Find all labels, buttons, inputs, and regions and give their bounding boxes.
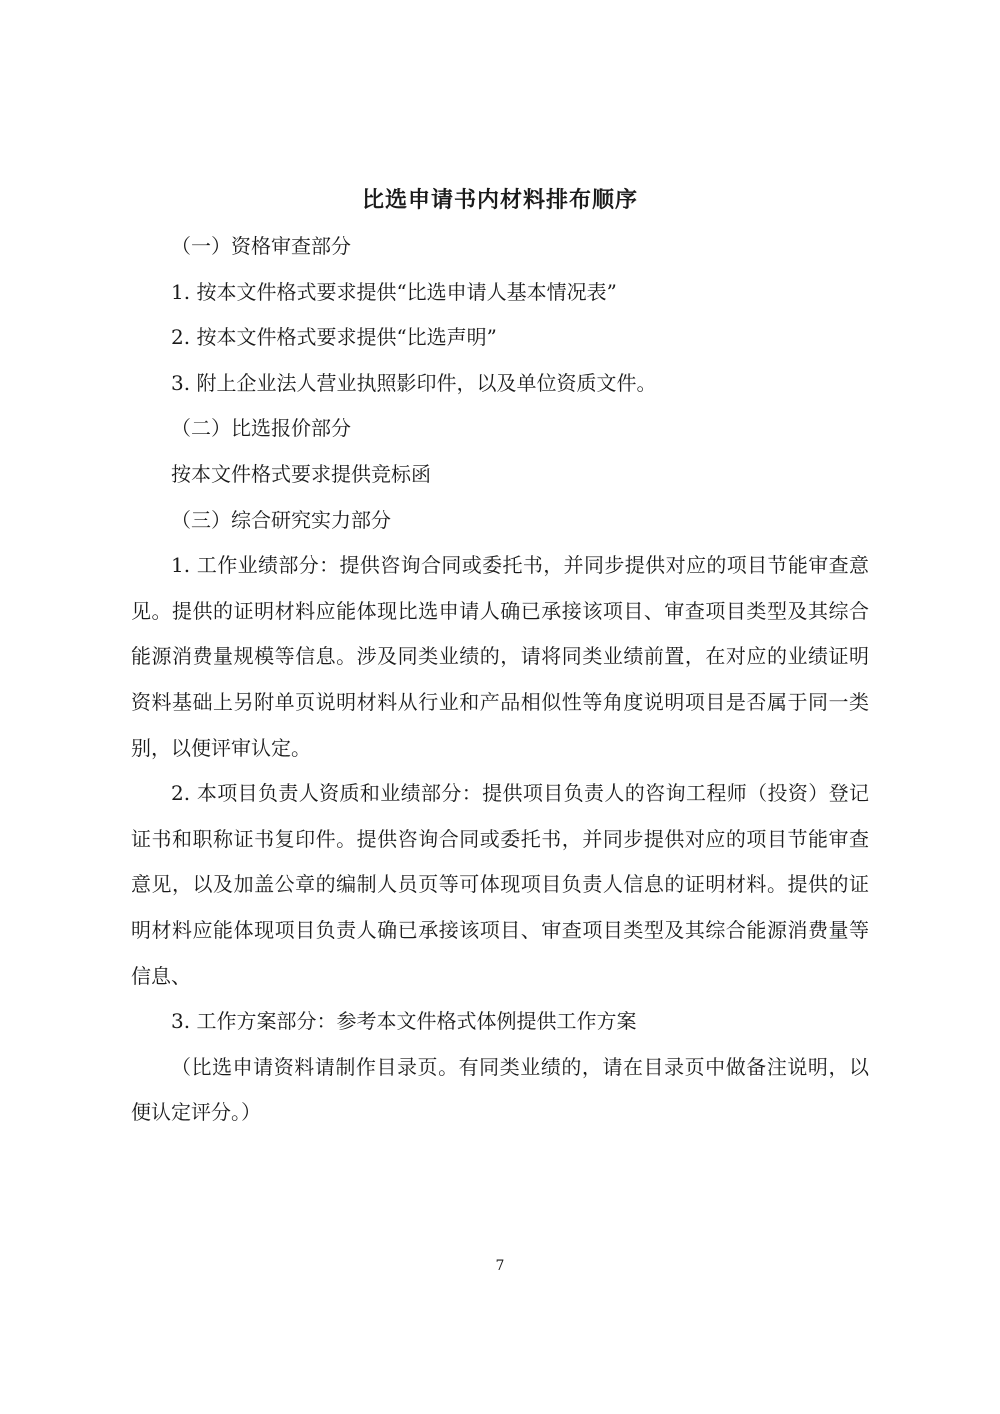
list-item: 2. 按本文件格式要求提供“比选声明” — [171, 325, 497, 350]
list-item: 3. 附上企业法人营业执照影印件，以及单位资质文件。 — [171, 370, 657, 395]
page-number: 7 — [495, 1258, 505, 1274]
list-item: 2. 本项目负责人资质和业绩部分：提供项目负责人的咨询工程师（投资）登记证书和职称证书复印件。提供咨询合同或委托书，并同步提供对应的项目节能审查意见，以及加盖公章的编制人员页等可体现项目负责人信息的证明材料。提供的证明材料应能体现项目负责人确已承接该项目、审查项目类型及其综合能源消费量等信息、 — [131, 781, 869, 988]
section-heading-qualification: （一）资格审查部分 — [171, 234, 351, 258]
paragraph: 按本文件格式要求提供竞标函 — [171, 461, 431, 486]
section-heading-research-strength: （三）综合研究实力部分 — [171, 507, 391, 532]
note-paragraph: （比选申请资料请制作目录页。有同类业绩的，请在目录页中做备注说明，以便认定评分。） — [131, 1054, 869, 1125]
list-item: 1. 工作业绩部分：提供咨询合同或委托书，并同步提供对应的项目节能审查意见。提供的证明材料应能体现比选申请人确已承接该项目、审查项目类型及其综合能源消费量规模等信息。涉及同类业绩的，请将同类业绩前置，在对应的业绩证明资料基础上另附单页说明材料从行业和产品相似性等角度说明项目是否属于同一类别，以便评审认定。 — [131, 553, 869, 760]
list-item: 3. 工作方案部分：参考本文件格式体例提供工作方案 — [171, 1009, 637, 1034]
document-title: 比选申请书内材料排布顺序 — [361, 188, 638, 213]
document-body — [131, 224, 869, 1136]
list-item: 1. 按本文件格式要求提供“比选申请人基本情况表” — [171, 279, 617, 304]
section-heading-quotation: （二）比选报价部分 — [171, 416, 351, 441]
